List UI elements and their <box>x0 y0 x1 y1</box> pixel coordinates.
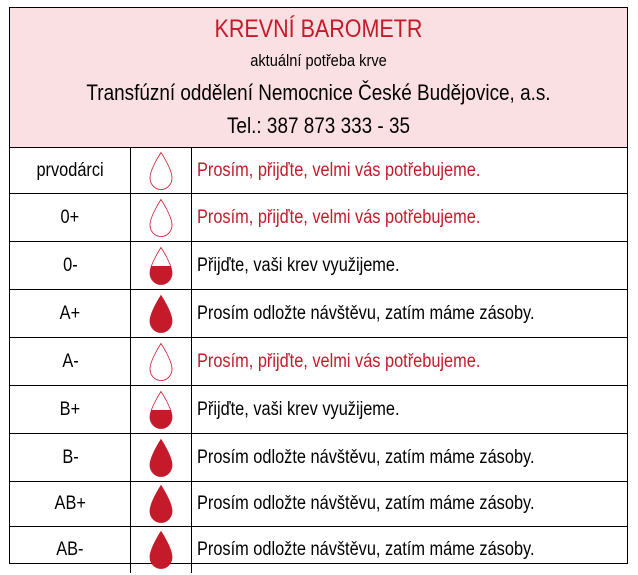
phone-number: Tel.: 387 873 333 - 35 <box>226 113 411 138</box>
blood-type-label: A+ <box>59 302 81 324</box>
blood-drop-outline <box>150 343 172 380</box>
blood-type-row <box>10 527 627 573</box>
blood-drop-svg <box>148 390 174 430</box>
need-message: Prosím odložte návštěvu, zatím máme zásoby. <box>197 446 535 468</box>
blood-type-row <box>10 242 627 290</box>
blood-drop-fill <box>148 532 174 571</box>
need-message: Prosím, přijďte, velmi vás potřebujeme. <box>197 159 481 181</box>
blood-type-row <box>10 386 627 434</box>
need-message: Přijďte, vaši krev využijeme. <box>197 254 400 276</box>
blood-type-row <box>10 290 627 338</box>
blood-drop-fill <box>148 439 174 478</box>
blood-drop-icon <box>131 338 192 385</box>
blood-drop-icon <box>131 194 192 241</box>
need-message: Prosím odložte návštěvu, zatím máme zásoby. <box>197 493 535 514</box>
need-message: Prosím, přijďte, velmi vás potřebujeme. <box>197 350 481 372</box>
blood-type-row <box>10 482 627 527</box>
blood-drop-svg <box>148 151 174 191</box>
blood-drop-icon <box>131 242 192 289</box>
page-title: KREVNÍ BAROMETR <box>214 15 423 43</box>
blood-type-label: 0- <box>62 254 78 276</box>
blood-type-row <box>10 148 627 194</box>
blood-type-list <box>10 148 627 573</box>
blood-drop-fill <box>148 486 174 525</box>
blood-drop-icon <box>131 482 192 526</box>
blood-drop-outline <box>150 199 172 236</box>
blood-drop-fill <box>148 410 174 430</box>
need-message: Přijďte, vaši krev využijeme. <box>197 398 400 420</box>
blood-drop-svg <box>148 438 174 478</box>
blood-drop-svg <box>148 484 174 524</box>
blood-drop-icon <box>131 290 192 337</box>
blood-drop-outline <box>150 152 172 189</box>
blood-type-label: B+ <box>59 398 81 420</box>
blood-type-label: AB+ <box>54 493 86 514</box>
need-message: Prosím odložte návštěvu, zatím máme zásoby. <box>197 539 535 560</box>
blood-drop-svg <box>148 198 174 238</box>
blood-drop-svg <box>148 530 174 570</box>
blood-drop-svg <box>148 246 174 286</box>
blood-type-row <box>10 338 627 386</box>
blood-type-label: AB- <box>56 539 84 560</box>
blood-drop-fill <box>148 295 174 334</box>
blood-drop-icon <box>131 386 192 433</box>
blood-type-row <box>10 434 627 482</box>
barometer-header <box>10 8 627 148</box>
need-message: Prosím, přijďte, velmi vás potřebujeme. <box>197 206 481 228</box>
blood-drop-svg <box>148 342 174 382</box>
page-subtitle: aktuální potřeba krve <box>250 51 387 70</box>
blood-type-label: A- <box>61 350 79 372</box>
blood-drop-icon <box>131 434 192 481</box>
blood-type-label: 0+ <box>60 206 80 228</box>
blood-drop-icon <box>131 148 192 193</box>
blood-type-label: prvodárci <box>36 159 104 181</box>
blood-type-label: B- <box>61 446 79 468</box>
blood-barometer-table <box>9 7 628 564</box>
need-message: Prosím odložte návštěvu, zatím máme zásoby. <box>197 302 535 324</box>
blood-drop-fill <box>148 266 174 286</box>
blood-drop-icon <box>131 527 192 573</box>
blood-type-row <box>10 194 627 242</box>
blood-drop-svg <box>148 294 174 334</box>
department-name: Transfúzní oddělení Nemocnice České Budějovice, a.s. <box>86 80 551 105</box>
